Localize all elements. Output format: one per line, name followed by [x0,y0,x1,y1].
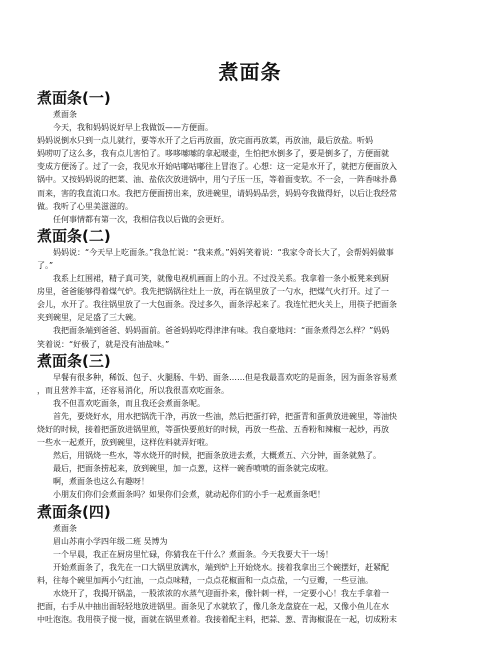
paragraph-line: 做。我听了心里美滋滋的。 [37,201,133,211]
paragraph-line: 啊，煮面条也这么有趣呀！ [53,477,149,487]
paragraph-line: 变成方便汤了。过了一会，我见水开始咕嘟咕嘟往上冒泡了。心想：这一定是水开了，就把方便面放入 [37,162,397,172]
paragraph-line: 水烧开了，我揭开锅盖，一股浓浓的水蒸气迎面扑来，像针刺一样，一定要小心！我左手拿着一 [53,589,389,598]
paragraph-line: 房里，爸爸能够得着煤气炉。我先把锅锅往灶上一放，再在锅里放了一勺水，把煤气火打开。过了一 [37,287,389,297]
paragraph-line: 烧好的时候，接着把蛋放进锅里煎，等蛋快要煎好的时候，再放一些盐、五香粉和辣椒一起炒，再放 [37,424,389,434]
paragraph-line: 料，往每个碗里加两小勺红油，一点点味精，一点点花椒面和一点点盐，一勺豆瓣，一些豆油。 [37,575,373,585]
section-3 [0,351,500,502]
paragraph-line: 我不但喜欢吃面条，而且我还会煮面条呢。 [53,398,205,408]
section-2 [0,226,500,351]
paragraph-line: 任何事情都有第一次，我相信我以后做的会更好。 [53,214,229,224]
paragraph-line: 最后，把面条捞起来，放到碗里，加一点葱，这样一碗香喷喷的面条就完成啦。 [53,464,333,474]
section-heading: 煮面条(三) [37,351,111,370]
paragraph-line: 会儿，水开了。我往锅里放了一大包面条。没过多久，面条浮起来了。我连忙把火关上，用筷子把面条 [37,300,397,310]
paragraph-line: 今天，我和妈妈说好早上我做饭——方便面。 [53,123,213,133]
section-1 [0,88,500,226]
paragraph-line: ，而且营养丰富，还容易消化，所以我很喜欢吃面条。 [37,385,229,395]
paragraph-line: 我把面条端到爸爸、妈妈面前。爸爸妈妈吃得津津有味。我自豪地问：“面条煮得怎么样？”妈妈 [53,326,390,336]
paragraph-line: 然后，用锅烧一些水，等水烧开的时候，把面条放进去煮，大概煮五、六分钟，面条就熟了。 [53,451,381,461]
paragraph-line: 一些水一起煮开，放到碗里，这样佐料就弄好啦。 [37,438,213,448]
subtitle-line: 煮面条 [53,523,77,533]
paragraph-line: 我系上红围裙，精子真可笑，就像电视机画面上的小丑。不过没关系。我拿着一条小板凳来到厨 [53,274,389,284]
paragraph-line: 开始煮面条了，我先在一口大锅里放满水，端到炉上开始烧水。接着我拿出三个碗摆好，赶紧配 [53,562,389,572]
paragraph-line: 了。” [37,260,54,270]
paragraph-line: 把面，右手从中抽出面轻轻地放进锅里。面条见了水就软了，像几条龙盘旋在一起，又像小鱼儿在水 [37,602,389,612]
paragraph-line: 妈妈说倒水只到一点儿就行，要等水开了之后再放面，放完面再放菜，再放油，最后放盐。听妈 [37,136,373,146]
paragraph-line: 而来，害的我直流口水。我把方便面捞出来，放进碗里，请妈妈品尝，妈妈夸我做得好，以后让我经常 [37,188,397,198]
subtitle-line: 煮面条 [53,110,77,119]
document-title: 煮面条 [218,60,282,84]
paragraph-line: 早餐有很多种，稀饭、包子、火腿肠、牛奶、面条……但是我最喜欢吃的是面条，因为面条容易煮 [53,372,397,382]
paragraph-line: 锅中。又按妈妈说的把菜、油、盐依次放进锅中，用勺子压一压，等着面变软。不一会，一阵香味扑鼻 [37,175,397,185]
paragraph-line: 小朋友们你们会煮面条吗？如果你们会煮，就动起你们的小手一起煮面条吧！ [53,490,325,500]
page-bottom-fade [0,637,500,647]
section-4 [0,502,500,627]
paragraph-line: 首先，要烧好水，用水把锅洗干净，再放一些油，然后把蛋打碎，把蛋青和蛋黄放进碗里，等油快 [53,411,397,421]
paragraph-line: 一个早晨，我正在厨房里忙碌，你猜我在干什么？煮面条。今天我要大干一场！ [53,549,333,559]
paragraph-line: 夹到碗里，足足盛了三大碗。 [37,313,141,323]
paragraph-line: 中吐泡泡。我用筷子搅一搅，面就在锅里煮着。我接着配主料，把蒜、葱、青海椒混在一起，切成粉末 [37,615,397,625]
section-heading: 煮面条(一) [37,89,111,107]
section-heading: 煮面条(二) [37,226,111,245]
author-line: 眉山苏南小学四年级二班 吴博为 [53,536,168,546]
paragraph-line: 妈唠叨了这么多，我有点儿害怕了。哆哆嗦嗦的拿起暖壶，生怕把水倒多了，要是倒多了，方便面就 [37,149,389,159]
paragraph-line: 妈妈说：“今天早上吃面条。”我急忙说：“我来煮。”妈妈笑着说：“我家令奇长大了，会帮妈妈做事 [53,247,394,257]
paragraph-line: 笑着说：“好极了，就是没有油盐味。” [37,339,170,349]
section-heading: 煮面条(四) [37,502,111,521]
